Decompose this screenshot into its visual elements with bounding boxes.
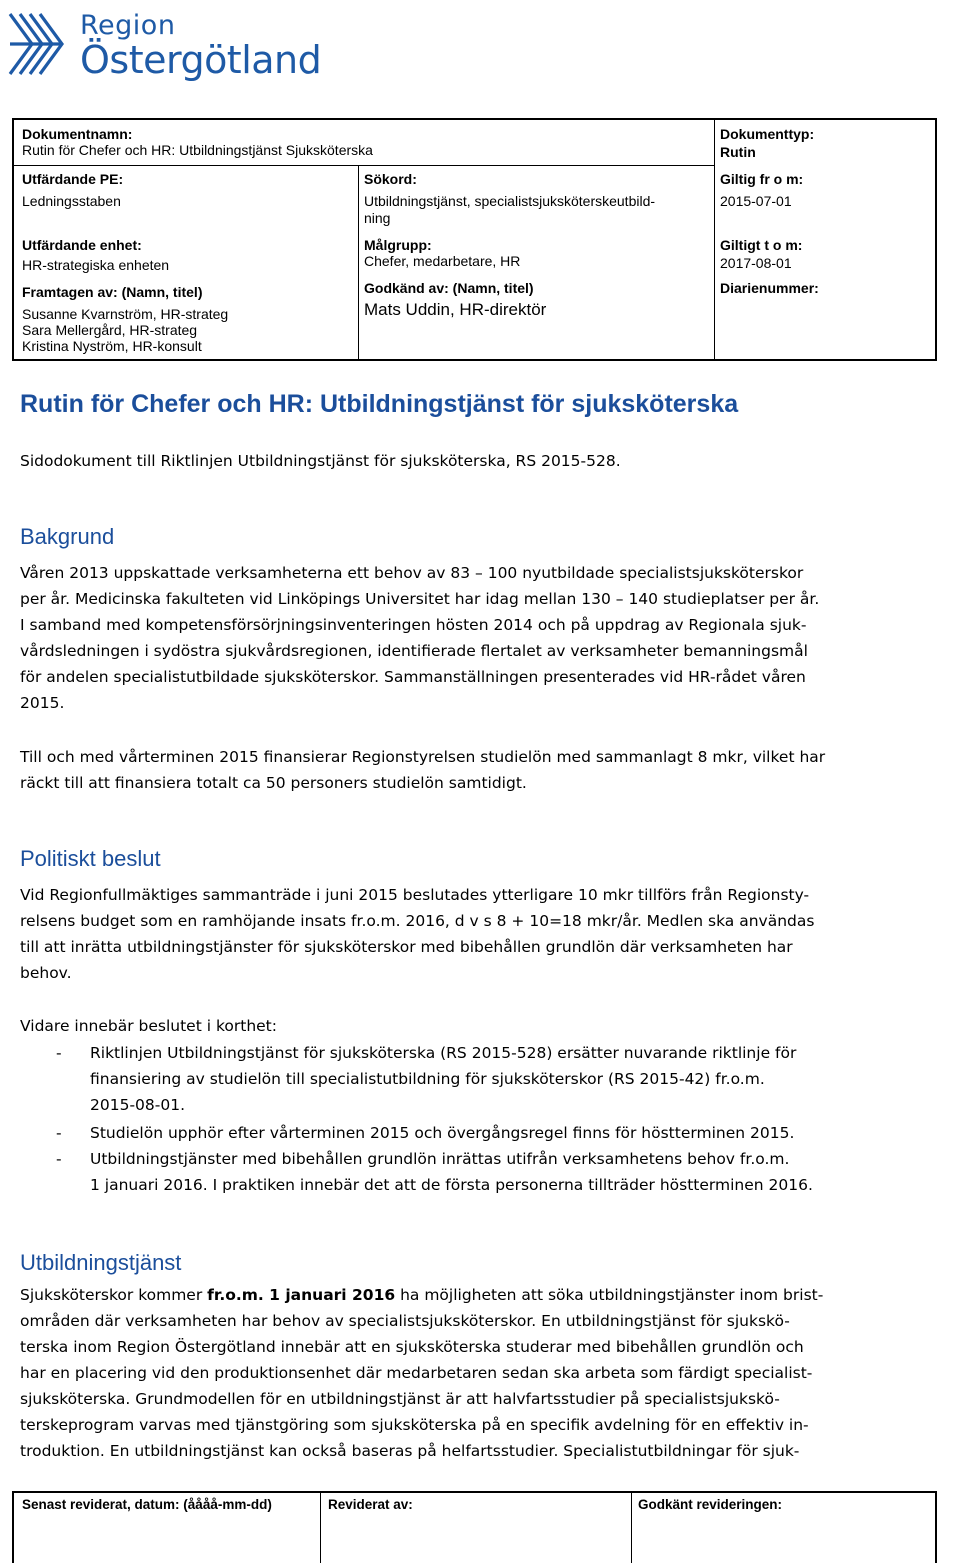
revised-date-label: Senast reviderat, datum: (åååå-mm-dd) [22, 1497, 272, 1512]
text-line: till att inrätta utbildningstjänster för sjuksköterskor med bibehållen grundlön där verksamheten har [20, 938, 793, 956]
bakgrund-paragraph-2 [20, 744, 925, 796]
bold-date-phrase: fr.o.m. 1 januari 2016 [207, 1286, 396, 1304]
text-line: I samband med kompetensförsörjningsinventeringen hösten 2014 och på uppdrag av Regionala sjuk- [20, 616, 807, 634]
keywords-value-1: Utbildningstjänst, specialistsjuksköterskeutbild- [364, 193, 656, 209]
valid-from-label: Giltig fr o m: [720, 171, 804, 187]
text-line: terska inom Region Östergötland innebär att en sjuksköterska studerar med bibehållen grundlön och [20, 1338, 804, 1356]
text-line: troduktion. En utbildningstjänst kan också baseras på helfartsstudier. Specialistutbildningar för sjuk- [20, 1442, 800, 1460]
issuer-pe-value: Ledningsstaben [22, 193, 121, 209]
audience-value: Chefer, medarbetare, HR [364, 253, 521, 269]
subtitle: Sidodokument till Riktlinjen Utbildningstjänst för sjuksköterska, RS 2015-528. [20, 452, 621, 470]
doc-type-value: Rutin [720, 144, 756, 160]
text-line: Studielön upphör efter vårterminen 2015 och övergångsregel finns för höstterminen 2015. [90, 1124, 795, 1142]
revised-by-label: Reviderat av: [328, 1497, 413, 1512]
approved-revision-label: Godkänt revideringen: [638, 1497, 783, 1512]
text-line: Våren 2013 uppskattade verksamheterna ett behov av 83 – 100 nyutbildade specialistsjuksköterskor [20, 564, 804, 582]
bullet-dash: - [56, 1124, 62, 1142]
text-line: Till och med vårterminen 2015 finansierar Regionstyrelsen studielön med sammanlagt 8 mkr, vilket har [20, 748, 826, 766]
heading-bakgrund: Bakgrund [20, 524, 115, 549]
logo-line-2: Östergötland [80, 38, 322, 82]
text-line: terskeprogram varvas med tjänstgöring som sjuksköterska på en specifik avdelning för en effektiv in- [20, 1416, 809, 1434]
audience-label: Målgrupp: [364, 237, 432, 253]
issuer-unit-label: Utfärdande enhet: [22, 237, 142, 253]
author-label: Framtagen av: (Namn, titel) [22, 284, 203, 300]
issuer-unit-value: HR-strategiska enheten [22, 257, 170, 273]
diary-number-label: Diarienummer: [720, 280, 819, 296]
author-2: Sara Mellergård, HR-strateg [22, 322, 198, 338]
bakgrund-paragraph-1 [20, 560, 925, 716]
bullet-dash: - [56, 1044, 62, 1062]
politiskt-intro: Vidare innebär beslutet i korthet: [20, 1017, 277, 1035]
text-line: sjuksköterska. Grundmodellen för en utbildningstjänst är att halvfartsstudier på specialistsjukskö- [20, 1390, 780, 1408]
bullet-dash: - [56, 1150, 62, 1168]
author-1: Susanne Kvarnström, HR-strateg [22, 306, 229, 322]
approved-label: Godkänd av: (Namn, titel) [364, 280, 534, 296]
doc-name-value: Rutin för Chefer och HR: Utbildningstjänst Sjuksköterska [22, 142, 373, 158]
text-line: Sjuksköterskor kommer fr.o.m. 1 januari 2016 ha möjligheten att söka utbildningstjänster inom brist- [20, 1286, 824, 1304]
text-line: Riktlinjen Utbildningstjänst för sjuksköterska (RS 2015-528) ersätter nuvarande riktlinje för [90, 1044, 797, 1062]
politiskt-paragraph-1 [20, 882, 925, 986]
list-item [20, 1040, 925, 1120]
revision-footer-table [12, 1491, 937, 1563]
text-line: räckt till att finansiera totalt ca 50 personers studielön samtidigt. [20, 774, 527, 792]
text-line: relsens budget som en ramhöjande insats fr.o.m. 2016, d v s 8 + 10=18 mkr/år. Medlen ska användas [20, 912, 815, 930]
region-logo [2, 4, 322, 84]
text-line: 1 januari 2016. I praktiken innebär det att de första personerna tillträder höstterminen 2016. [90, 1176, 813, 1194]
valid-to-label: Giltigt t o m: [720, 237, 803, 253]
text-line: för andelen specialistutbildade sjuksköterskor. Sammanställningen presenterades vid HR-rådet våren [20, 668, 806, 686]
list-item [20, 1146, 925, 1198]
keywords-label: Sökord: [364, 171, 417, 187]
text-line: 2015-08-01. [90, 1096, 186, 1114]
text-line: vårdsledningen i sydöstra sjukvårdsregionen, identifierade flertalet av verksamheter bemanningsmål [20, 642, 808, 660]
heading-politiskt-beslut: Politiskt beslut [20, 846, 161, 871]
keywords-value-2: ning [364, 210, 391, 226]
doc-type-label: Dokumenttyp: [720, 126, 815, 142]
logo-line-1: Region [80, 10, 176, 41]
doc-name-label: Dokumentnamn: [22, 126, 133, 142]
text-line: områden där verksamheten har behov av specialistsjuksköterskor. En utbildningstjänst för sjukskö- [20, 1312, 790, 1330]
text-line: har en placering vid den produktionsenhet där medarbetaren sedan ska arbeta som färdigt specialist- [20, 1364, 813, 1382]
text-line: per år. Medicinska fakulteten vid Linköpings Universitet har idag mellan 130 – 140 studieplatser per år. [20, 590, 820, 608]
text-line: finansiering av studielön till specialistutbildning för sjuksköterskor (RS 2015-42) fr.o.m. [90, 1070, 765, 1088]
utbildning-paragraph [20, 1282, 925, 1464]
document-title: Rutin för Chefer och HR: Utbildningstjänst för sjuksköterska [20, 390, 739, 418]
issuer-pe-label: Utfärdande PE: [22, 171, 124, 187]
valid-to-value: 2017-08-01 [720, 255, 792, 271]
metadata-table [12, 118, 937, 361]
list-item [20, 1120, 925, 1146]
text-line: behov. [20, 964, 72, 982]
valid-from-value: 2015-07-01 [720, 193, 792, 209]
text-line: 2015. [20, 694, 65, 712]
approved-value: Mats Uddin, HR-direktör [364, 300, 547, 319]
region-emblem-icon [2, 4, 82, 84]
text-line: Vid Regionfullmäktiges sammanträde i juni 2015 beslutades ytterligare 10 mkr tillförs från Regionsty- [20, 886, 810, 904]
heading-utbildningstjanst: Utbildningstjänst [20, 1250, 182, 1275]
author-3: Kristina Nyström, HR-konsult [22, 338, 202, 354]
text-line: Utbildningstjänster med bibehållen grundlön inrättas utifrån verksamhetens behov fr.o.m. [90, 1150, 790, 1168]
